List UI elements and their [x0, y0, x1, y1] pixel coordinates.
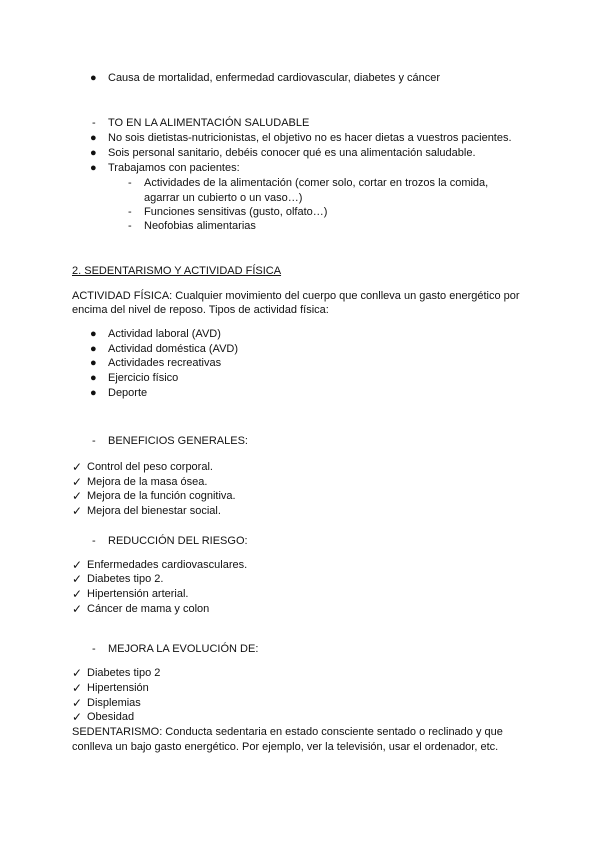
sub-item: Actividades de la alimentación (comer solo, cortar en trozos la comida,	[144, 177, 489, 189]
list-item: Ejercicio físico	[108, 372, 179, 384]
list-item: Deporte	[108, 387, 148, 399]
list-item: No sois dietistas-nutricionistas, el objetivo no es hacer dietas a vuestros pacientes.	[108, 132, 512, 144]
check-icon: ✓	[72, 460, 83, 474]
sedentarismo-line: conlleva un bajo gasto energético. Por ejemplo, ver la televisión, usar el ordenador, etc.	[72, 741, 499, 753]
bullet-dot: ●	[90, 328, 97, 340]
list-item: Actividades recreativas	[108, 357, 222, 369]
check-icon: ✓	[72, 602, 83, 616]
alimentacion-heading: TO EN LA ALIMENTACIÓN SALUDABLE	[108, 117, 310, 129]
check-icon: ✓	[72, 475, 83, 489]
check-icon: ✓	[72, 666, 83, 680]
check-item: Displemias	[87, 697, 141, 709]
check-item: Mejora de la masa ósea.	[87, 476, 208, 488]
bullet-dot: ●	[90, 357, 97, 369]
bullet-dot: ●	[90, 387, 97, 399]
bullet-dot: ●	[90, 372, 97, 384]
bullet-dot: ●	[90, 72, 97, 84]
definition-line: encima del nivel de reposo. Tipos de actividad física:	[72, 304, 329, 316]
top-bullet-text: Causa de mortalidad, enfermedad cardiovascular, diabetes y cáncer	[108, 72, 441, 84]
check-item: Hipertensión	[87, 682, 149, 694]
list-item: Trabajamos con pacientes:	[108, 162, 240, 174]
check-icon: ✓	[72, 572, 83, 586]
check-icon: ✓	[72, 504, 83, 518]
check-icon: ✓	[72, 681, 83, 695]
list-item: Actividad doméstica (AVD)	[108, 343, 239, 355]
sedentarismo-line: SEDENTARISMO: Conducta sedentaria en estado consciente sentado o reclinado y que	[72, 726, 503, 738]
bullet-dot: ●	[90, 147, 97, 159]
bullet-dot: ●	[90, 132, 97, 144]
dash-marker: -	[92, 643, 96, 655]
check-item: Diabetes tipo 2.	[87, 573, 164, 585]
evolucion-heading: MEJORA LA EVOLUCIÓN DE:	[108, 643, 259, 655]
bullet-dot: ●	[90, 162, 97, 174]
bullet-dot: ●	[90, 343, 97, 355]
check-item: Diabetes tipo 2	[87, 667, 161, 679]
check-item: Enfermedades cardiovasculares.	[87, 559, 248, 571]
check-icon: ✓	[72, 587, 83, 601]
section-title: 2. SEDENTARISMO Y ACTIVIDAD FÍSICA	[72, 265, 282, 277]
check-icon: ✓	[72, 696, 83, 710]
dash-marker: -	[128, 177, 132, 189]
sub-item: Funciones sensitivas (gusto, olfato…)	[144, 206, 328, 218]
sub-item: Neofobias alimentarias	[144, 220, 256, 232]
beneficios-heading: BENEFICIOS GENERALES:	[108, 435, 248, 447]
check-item: Control del peso corporal.	[87, 461, 213, 473]
check-icon: ✓	[72, 489, 83, 503]
check-icon: ✓	[72, 710, 83, 724]
dash-marker: -	[92, 535, 96, 547]
dash-marker: -	[92, 435, 96, 447]
definition-line: ACTIVIDAD FÍSICA: Cualquier movimiento del cuerpo que conlleva un gasto energético por	[72, 290, 520, 302]
dash-marker: -	[92, 117, 96, 129]
riesgo-heading: REDUCCIÓN DEL RIESGO:	[108, 535, 248, 547]
sub-item-continuation: agarrar un cubierto o un vaso…)	[144, 192, 303, 204]
dash-marker: -	[128, 220, 132, 232]
list-item: Actividad laboral (AVD)	[108, 328, 221, 340]
check-item: Mejora del bienestar social.	[87, 505, 221, 517]
check-icon: ✓	[72, 558, 83, 572]
check-item: Hipertensión arterial.	[87, 588, 189, 600]
check-item: Mejora de la función cognitiva.	[87, 490, 236, 502]
dash-marker: -	[128, 206, 132, 218]
check-item: Obesidad	[87, 711, 135, 723]
check-item: Cáncer de mama y colon	[87, 603, 210, 615]
list-item: Sois personal sanitario, debéis conocer qué es una alimentación saludable.	[108, 147, 476, 159]
